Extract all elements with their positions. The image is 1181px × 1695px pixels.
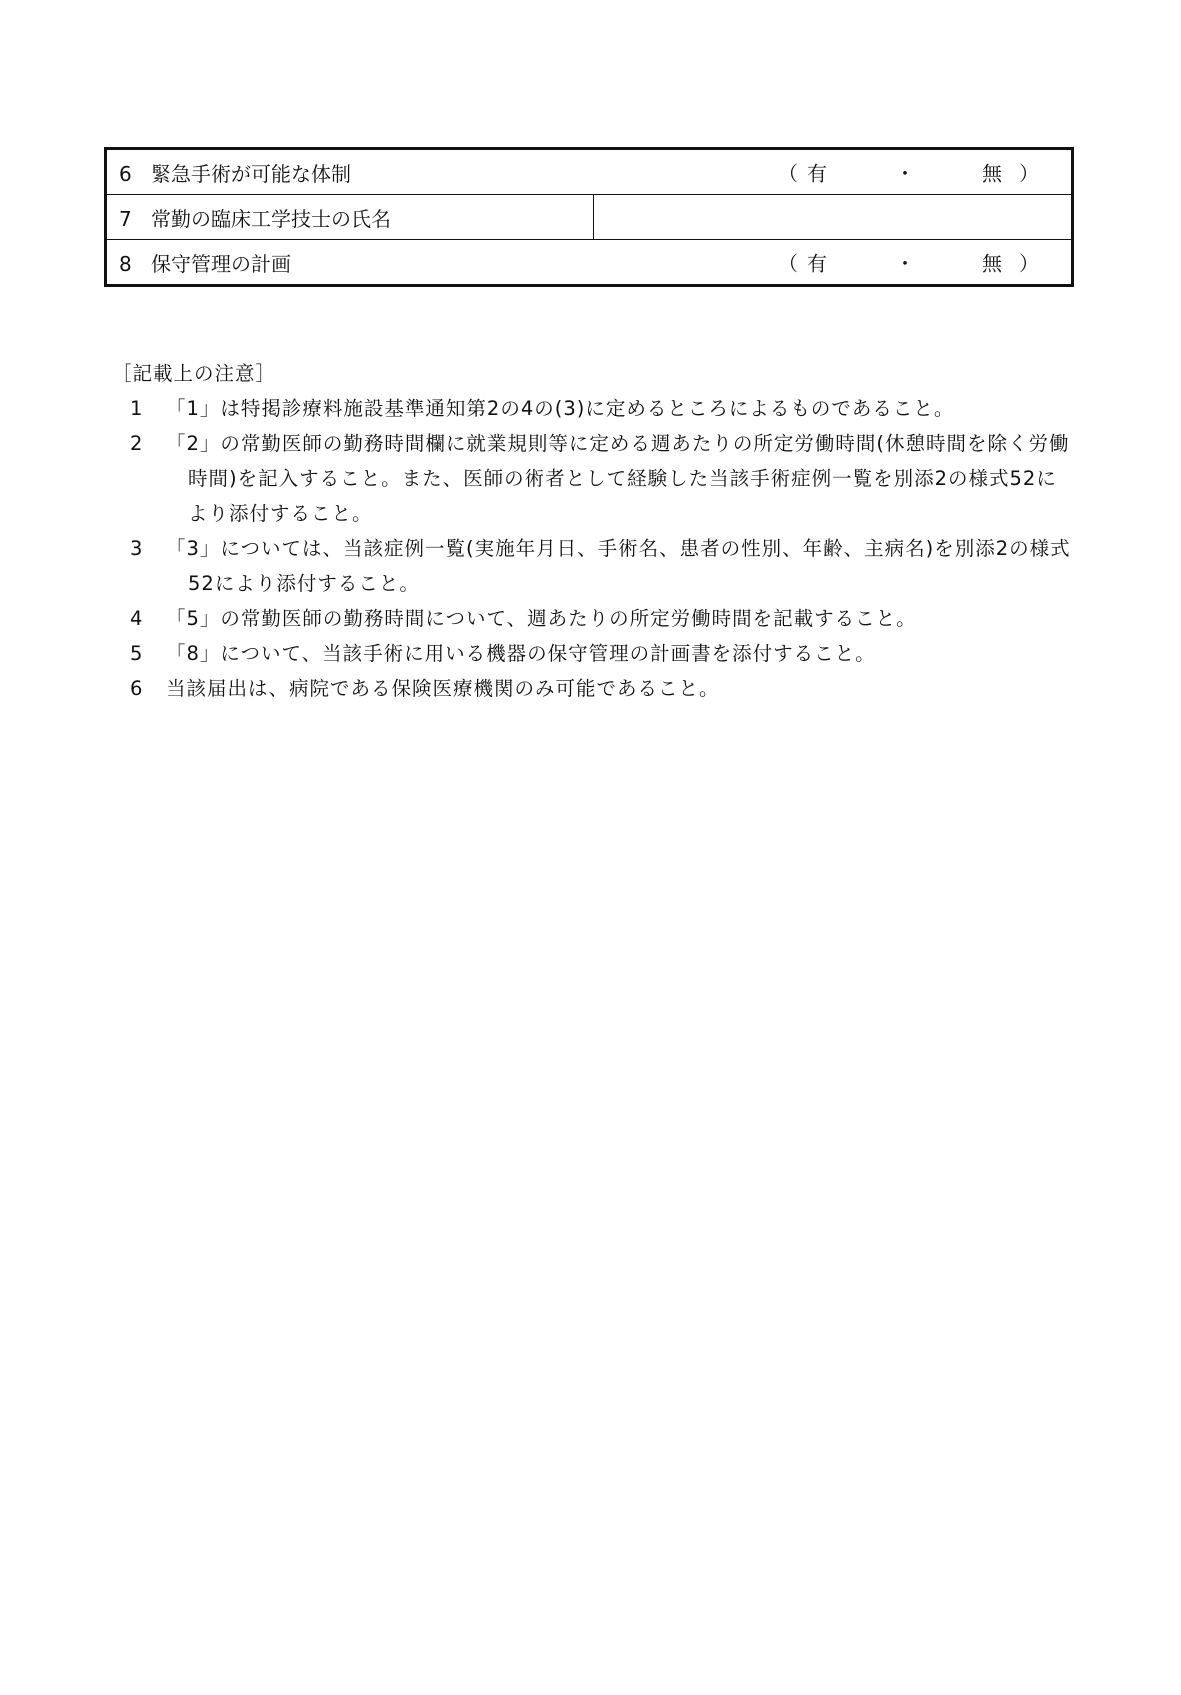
row-number: 8 xyxy=(119,251,132,276)
note-text: 当該届出は、病院である保険医療機関のみ可能であること。 xyxy=(166,677,720,700)
note-text: 「3」については、当該症例一覧(実施年月日、手術名、患者の性別、年齢、主病名)を別添2の様式52により添付すること。 xyxy=(166,537,1071,595)
note-item xyxy=(114,391,1074,426)
note-number: 2 xyxy=(130,432,144,455)
note-number: 3 xyxy=(130,537,144,560)
clinical-engineer-name-field[interactable] xyxy=(594,195,1073,240)
note-item xyxy=(114,426,1074,531)
note-text: 「2」の常勤医師の勤務時間欄に就業規則等に定める週あたりの所定労働時間(休憩時間を除く労働時間)を記入すること。また、医師の術者として経験した当該手術症例一覧を別添2の様式52により添付すること。 xyxy=(166,432,1070,525)
note-number: 6 xyxy=(130,677,144,700)
choice-yes[interactable]: 有 xyxy=(807,161,827,186)
choice-close-paren: ） xyxy=(1019,251,1039,276)
row-label-text: 緊急手術が可能な体制 xyxy=(151,161,351,186)
form-row-maintenance-plan xyxy=(106,240,1073,286)
notes-heading: ［記載上の注意］ xyxy=(112,362,277,385)
choice-open-paren: （ xyxy=(778,251,798,276)
note-item xyxy=(114,601,1074,636)
choice-open-paren: （ xyxy=(778,161,798,186)
form-row-label xyxy=(106,195,594,240)
note-text: 「5」の常勤医師の勤務時間について、週あたりの所定労働時間を記載すること。 xyxy=(166,607,917,630)
choice-no[interactable]: 無 xyxy=(982,251,1002,276)
note-item xyxy=(114,531,1074,601)
note-item xyxy=(114,636,1074,671)
form-row-emergency-surgery xyxy=(106,149,1073,195)
row-label-text: 保守管理の計画 xyxy=(151,251,291,276)
note-text: 「1」は特掲診療料施設基準通知第2の4の(3)に定めるところによるものであること。 xyxy=(166,397,955,420)
note-text: 「8」について、当該手術に用いる機器の保守管理の計画書を添付すること。 xyxy=(166,642,876,665)
note-number: 1 xyxy=(130,397,144,420)
note-number: 5 xyxy=(130,642,144,665)
row-number: 7 xyxy=(119,206,132,231)
facility-form-table xyxy=(104,147,1074,287)
choice-separator: ・ xyxy=(895,161,915,186)
choice-close-paren: ） xyxy=(1019,161,1039,186)
note-number: 4 xyxy=(130,607,144,630)
form-row-clinical-engineer xyxy=(106,195,1073,240)
form-row-label xyxy=(106,149,1073,195)
note-item xyxy=(114,671,1074,706)
notes-section xyxy=(114,356,1074,706)
choice-no[interactable]: 無 xyxy=(982,161,1002,186)
form-row-label xyxy=(106,240,1073,286)
choice-yes[interactable]: 有 xyxy=(807,251,827,276)
choice-separator: ・ xyxy=(895,251,915,276)
row-number: 6 xyxy=(119,161,132,186)
row-label-text: 常勤の臨床工学技士の氏名 xyxy=(151,206,391,231)
